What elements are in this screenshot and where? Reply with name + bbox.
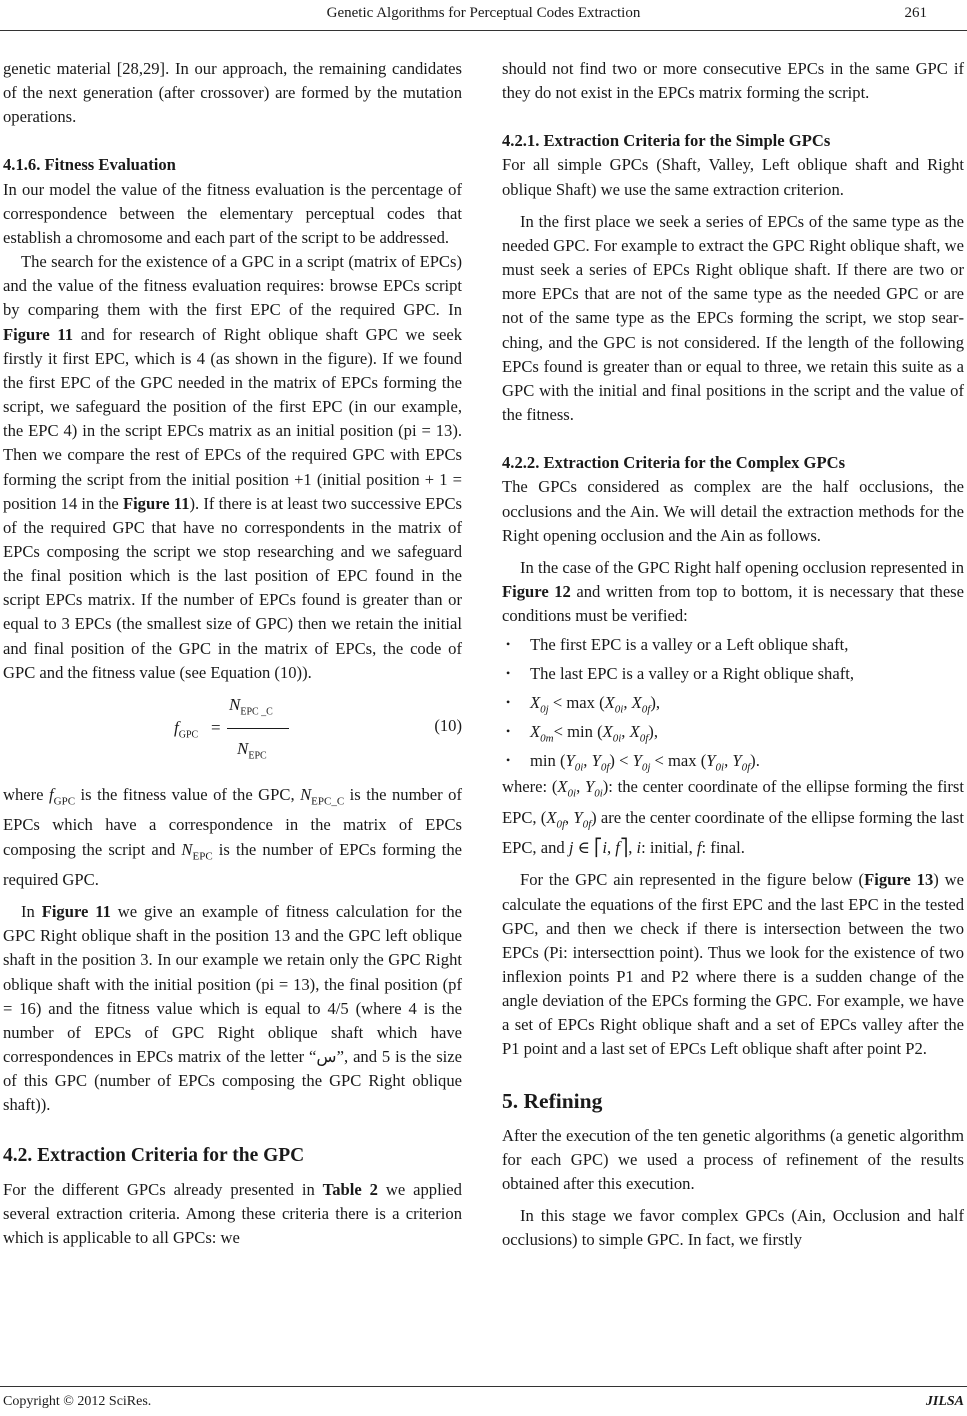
- bullet-icon: •: [506, 753, 511, 768]
- equation-denominator: $N_{EPC}$: [237, 738, 267, 762]
- figure-ref: Figure 13: [864, 870, 934, 890]
- fraction-bar: [227, 728, 289, 729]
- paragraph-extraction: For the different GPCs already presented in Table 2 we applied several extraction criteria. Among these criteria there is a criterion which is applicable to all GPCs: we: [3, 1179, 462, 1247]
- paragraph-fitness-2: The search for the existence of a GPC in a script (matrix of EPCs) and the value of the fitness evaluation requires: browse EPCs script by comparing them with the first EPC of the required GPC. In Figure 11 and for research of Right oblique shaft GPC we seek firstly it first EPC, which is 4 (as shown in the figure). If we found the first EPC of the GPC needed in the matrix of EPCs forming the script, we safeguard the position of the first EPC (in our example, the EPC 4) in the script EPCs matrix as an initial position (pi = 13). Then we compare the rest of EPCs of the required GPC with EPCs forming the script from the initial position +1 (initial position + 1 = position 14 in the Figure 11). If there is at least two successive EPCs of the required GPC that have no correspondents in the matrix of EPCs composing the script we stop researching and we safeguard the final position which is the last position of EPC found in the script EPCs matrix. If the number of EPCs found is greater than or equal to 3 EPCs (the smallest size of GPC) then we retain the initial and final position of the GPC in the matrix of EPCs, the code of GPC and the fitness value (see Equation (10)).: [3, 252, 463, 682]
- equation-10: [3, 691, 462, 773]
- conditions-list: [502, 630, 964, 775]
- paragraph-continued: should not find two or more consecutive EPCs in the same GPC if they do not exist in the EPCs matrix forming the script.: [502, 59, 964, 103]
- figure-ref: Figure 11: [3, 324, 74, 344]
- paragraph-complex-1: The GPCs considered as complex are the half occlusions, the occlusions and the Ain. We will detail the extraction methods for the Right opening occlusion and the Ain as follows.: [502, 477, 964, 545]
- list-item: • $X_{0j} < \max (X_{0i}$, $X_{0f}$),: [502, 688, 964, 717]
- figure-ref: Figure 12: [502, 581, 571, 601]
- equation-equals: =: [211, 717, 221, 737]
- list-item: • $X_{0m}< \min (X_{0i}$, $X_{0f}$),: [502, 717, 964, 746]
- figure-ref: Figure 11: [122, 493, 190, 513]
- running-title: Genetic Algorithms for Perceptual Codes Extraction: [326, 5, 641, 21]
- journal-name: JILSA: [925, 1394, 964, 1409]
- paragraph-ain: For the GPC ain represented in the figure below (Figure 13) we calculate the equations of the first EPC and the last EPC in the tested GPC, and then we check if there is intersection between the two EPCs (Pi: intersecttion point). Thus we look for the existence of two inflexion points P1 and P2 where there is a sudden change of the angle deviation of the EPCs forming the GPC. For example, we have a set of EPCs Right oblique shaft and a set of EPCs valley after the P1 point and a last set of EPCs Left oblique shaft after point P2.: [502, 870, 964, 1059]
- paragraph-complex-2: In the case of the GPC Right half opening occlusion represented in Figure 12 and written from top to bottom, it is necessary that these conditions must be verified:: [502, 557, 965, 626]
- section-heading-5: 5. Refining: [502, 1088, 603, 1113]
- paragraph-where-coords: where: ($X_{0i}$, $Y_{0i}$): the center coordinate of the ellipse forming the first EPC, ($X_{0f}$, $Y_{0f}$) are the center coordinate of the ellipse forming the last EPC, and j ∈ ⎡i, f⎤, i: initial, f: final.: [502, 777, 964, 858]
- list-item: • The last EPC is a valley or a Right oblique shaft,: [502, 659, 964, 688]
- bullet-icon: •: [506, 666, 511, 681]
- paragraph-fitness-1: In our model the value of the fitness evaluation is the percentage of correspondence between the elementary perceptual codes that establish a chromosome and each part of the script to be addressed.: [3, 179, 462, 247]
- paragraph-simple-1: For all simple GPCs (Shaft, Valley, Left oblique shaft and Right oblique Shaft) we use the same extraction criterion.: [502, 155, 964, 199]
- list-item: • The first EPC is a valley or a Left oblique shaft,: [502, 630, 964, 659]
- section-heading-4-2-2: 4.2.2. Extraction Criteria for the Complex GPCs: [502, 453, 846, 473]
- equation-lhs: $f_{GPC}$: [174, 717, 199, 741]
- section-heading-4-2: 4.2. Extraction Criteria for the GPC: [3, 1144, 305, 1166]
- paragraph-refining-1: After the execution of the ten genetic algorithms (a genetic algorithm for each GPC) we used a process of refinement of the results obtained after this execution.: [502, 1125, 964, 1193]
- bullet-icon: •: [506, 724, 511, 739]
- bullet-icon: •: [506, 695, 511, 710]
- paragraph-simple-2: In the first place we seek a series of EPCs of the same type as the needed GPC. For example to extract the GPC Right oblique shaft, we must seek a series of EPCs Right oblique shaft. If there are two or more EPCs that are not of the same type as the needed GPC or are not of the same type as the EPCs forming the script, we stop searching, and the GPC is not considered. If the length of the following EPCs found is greater than or equal to three, we retain this suite as a GPC with the initial and final positions in the script and the value of the fitness.: [502, 211, 964, 425]
- paragraph-refining-2: In this stage we favor complex GPCs (Ain, Occlusion and half occlusions) to simple GPC. In fact, we firstly: [502, 1206, 964, 1250]
- page-number: 261: [904, 5, 927, 21]
- section-heading-4-1-6: 4.1.6. Fitness Evaluation: [3, 155, 176, 175]
- equation-number: (10): [434, 715, 462, 735]
- equation-numerator: $N_{EPC \_C}$: [229, 694, 273, 718]
- paragraph-where: where $f_{GPC}$ is the fitness value of the GPC, $N_{EPC\_C}$ is the number of EPCs which have a correspondence in the matrix of EPCs composing the script and $N_{EPC}$ is the number of EPCs forming the required GPC.: [3, 784, 463, 889]
- paragraph-example: In Figure 11 we give an example of fitness calculation for the GPC Right oblique shaft in the position 13 and the GPC left oblique shaft in the position 3. In our example we retain only the GPC Right oblique shaft with the initial position (pi = 13), the final position (pf = 16) and the fitness value which is equal to 4/5 (where 4 is the number of EPCs of GPC Right oblique shaft which have correspondences in EPCs matrix of the letter “س”, and 5 is the size of this GPC (number of EPCs composing the GPC Right oblique shaft)).: [3, 902, 462, 1115]
- right-column: [502, 57, 964, 1252]
- paragraph-intro: genetic material [28,29]. In our approach, the remaining candidates of the next generation (after crossover) are formed by the mutation operations.: [3, 59, 462, 127]
- left-column: [3, 57, 462, 1250]
- list-item: • $\min (Y_{0i}$, $Y_{0f}) < Y_{0j} < \max (Y_{0i}$, $Y_{0f}$).: [502, 746, 964, 775]
- header-rule: [0, 30, 967, 31]
- figure-ref: Figure 11: [41, 902, 111, 922]
- copyright-notice: Copyright © 2012 SciRes.: [3, 1394, 152, 1409]
- table-ref: Table 2: [322, 1179, 378, 1199]
- running-head: [0, 2, 967, 24]
- footer-rule: [0, 1386, 967, 1387]
- section-heading-4-2-1: 4.2.1. Extraction Criteria for the Simple GPCs: [502, 131, 831, 151]
- bullet-icon: •: [506, 637, 511, 652]
